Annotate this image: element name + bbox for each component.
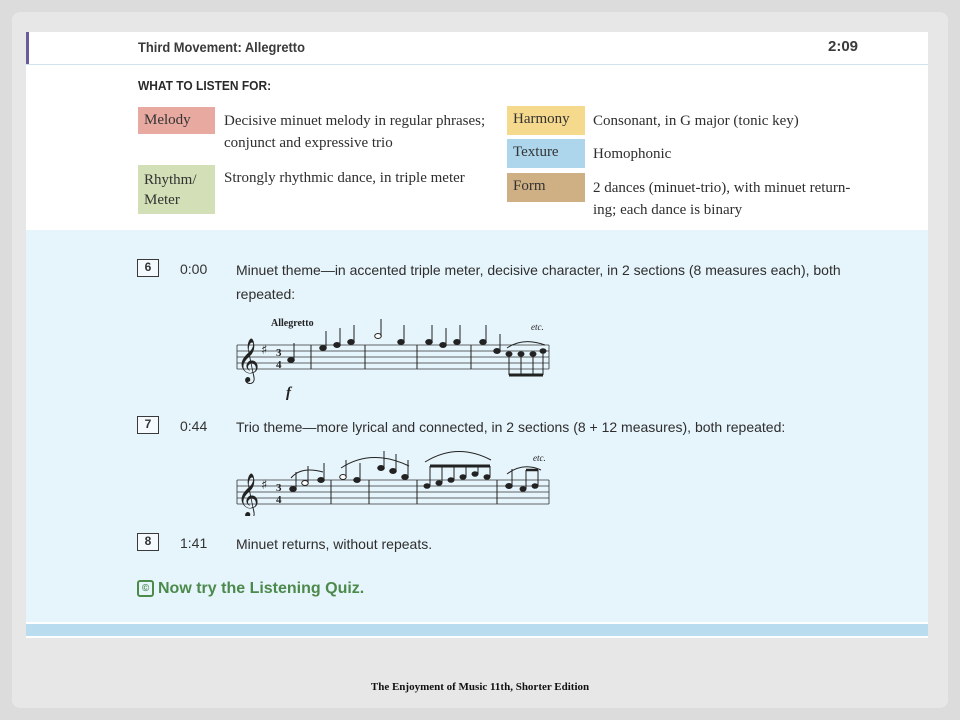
slide-caption: The Enjoyment of Music 11th, Shorter Edition xyxy=(370,681,590,693)
listening-quiz-link[interactable] xyxy=(137,580,364,598)
etc-marking: etc. xyxy=(531,322,544,332)
guide-entry-line: repeated: xyxy=(236,286,296,302)
time-signature-top: 3 xyxy=(276,482,282,494)
texture-tag xyxy=(507,139,585,168)
time-signature-bottom: 4 xyxy=(276,494,282,506)
footer-band xyxy=(26,624,928,636)
tempo-marking: Allegretto xyxy=(271,318,314,329)
movement-title: Third Movement: Allegretto xyxy=(138,39,305,55)
melody-tag-label: Melody xyxy=(144,112,191,128)
quiz-label: Now try the Listening Quiz. xyxy=(158,580,365,597)
listen-for-heading: WHAT TO LISTEN FOR: xyxy=(138,78,272,93)
timestamp: 0:00 xyxy=(180,261,208,277)
melody-description xyxy=(224,110,485,154)
melody-description-line: conjunct and expressive trio xyxy=(224,135,393,151)
rhythm-meter-description: Strongly rhythmic dance, in triple meter xyxy=(224,170,465,186)
rhythm-meter-tag xyxy=(138,165,215,214)
melody-description-line: Decisive minuet melody in regular phrases; xyxy=(224,113,486,129)
sharp-icon: ♯ xyxy=(261,343,268,358)
header-accent-rule xyxy=(26,32,29,64)
texture-description: Homophonic xyxy=(593,146,672,162)
movement-duration: 2:09 xyxy=(828,38,859,55)
time-signature-top: 3 xyxy=(276,347,282,359)
quiz-icon: © xyxy=(137,580,154,597)
staff-lines xyxy=(237,345,549,369)
treble-clef-icon: 𝄞 xyxy=(237,338,260,382)
slur-mark xyxy=(341,457,409,468)
dynamic-marking: f xyxy=(286,385,291,401)
harmony-tag xyxy=(507,106,585,135)
guide-entry-text: Trio theme—more lyrical and connected, in 2 sections (8 + 12 measures), both repeated: xyxy=(236,419,786,435)
track-number-box: 6 xyxy=(137,259,159,277)
melody-tag xyxy=(138,107,215,134)
etc-marking: etc. xyxy=(533,453,546,463)
form-description xyxy=(593,177,850,221)
guide-entry-text: Minuet returns, without repeats. xyxy=(236,536,433,552)
form-tag xyxy=(507,173,585,202)
form-description-line: ing; each dance is binary xyxy=(593,202,743,218)
rhythm-tag-label: Rhythm/ xyxy=(144,172,197,188)
timestamp: 0:44 xyxy=(180,418,208,434)
time-signature-bottom: 4 xyxy=(276,359,282,371)
harmony-description: Consonant, in G major (tonic key) xyxy=(593,113,799,129)
track-number-box: 7 xyxy=(137,416,159,434)
harmony-tag-label: Harmony xyxy=(513,111,570,127)
form-tag-label: Form xyxy=(513,178,546,194)
textbook-page xyxy=(26,32,928,638)
staff-lines xyxy=(237,480,549,504)
trio-theme-notation xyxy=(231,444,561,516)
guide-entry-line: Minuet theme—in accented triple meter, decisive character, in 2 sections (8 measures each), both xyxy=(236,262,841,278)
meter-tag-label: Meter xyxy=(144,192,180,208)
slur-mark xyxy=(425,451,491,462)
sharp-icon: ♯ xyxy=(261,478,268,493)
trio-notes xyxy=(290,451,538,504)
timestamp: 1:41 xyxy=(180,535,208,551)
guide-entry-text xyxy=(236,258,841,306)
minuet-theme-notation xyxy=(231,315,561,405)
form-description-line: 2 dances (minuet-trio), with minuet return- xyxy=(593,180,851,196)
texture-tag-label: Texture xyxy=(513,144,559,160)
track-number-box: 8 xyxy=(137,533,159,551)
minuet-notes xyxy=(288,319,546,375)
treble-clef-icon: 𝄞 xyxy=(237,473,260,516)
